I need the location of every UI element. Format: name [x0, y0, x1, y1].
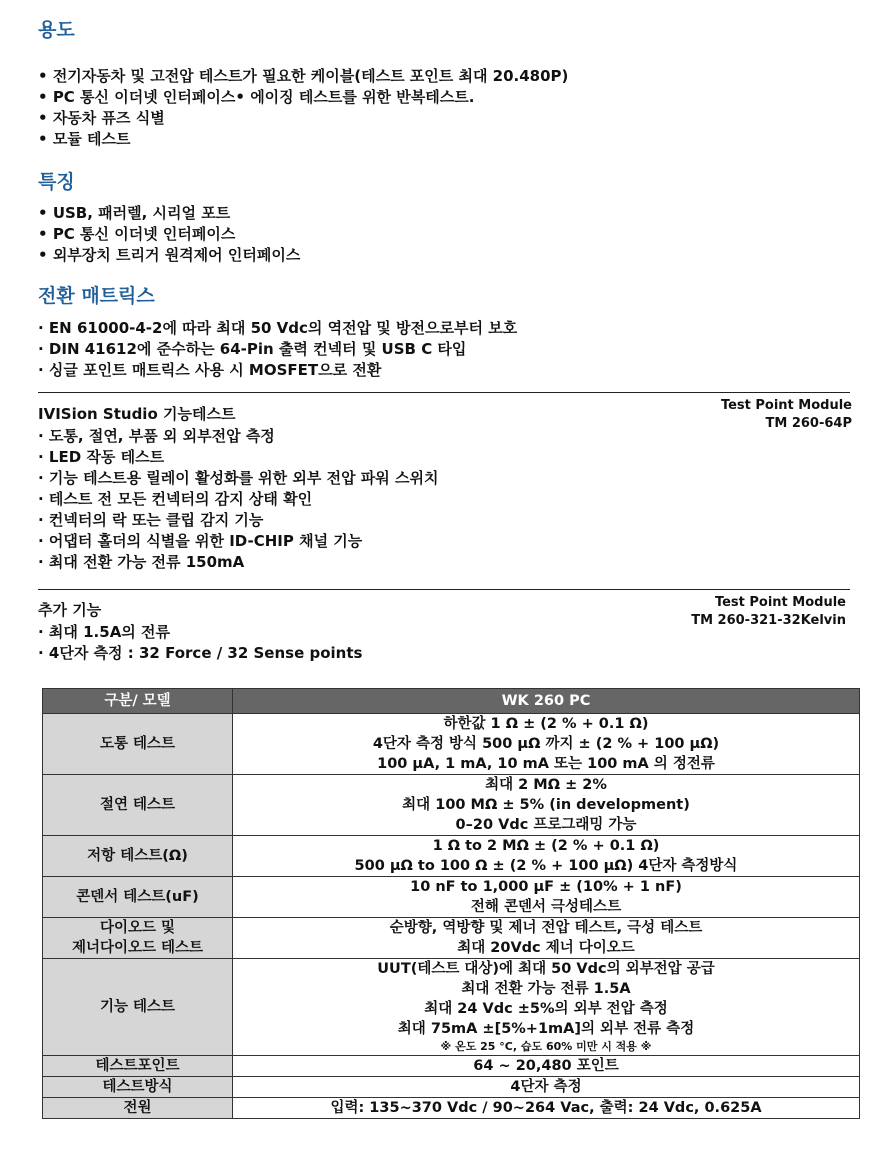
- table-row: [43, 1077, 860, 1098]
- list-item: · 도통, 절연, 부품 외 외부전압 측정: [38, 426, 438, 447]
- value-line: 최대 100 MΩ ± 5% (in development): [402, 797, 690, 813]
- label-line: 테스트포인트: [95, 1058, 180, 1074]
- value-line: 1 Ω to 2 MΩ ± (2 % + 0.1 Ω): [432, 838, 660, 854]
- value-line: 4단자 측정: [510, 1079, 582, 1095]
- value-line: 전해 콘덴서 극성테스트: [470, 899, 622, 915]
- additional-module-label: [691, 594, 846, 630]
- table-row: [43, 959, 860, 1056]
- list-item: · 테스트 전 모든 컨넥터의 감지 상태 확인: [38, 489, 438, 510]
- spec-table: [42, 688, 860, 1119]
- label-line: 제너다이오드 테스트: [71, 940, 204, 956]
- module-line: TM 260-64P: [765, 416, 852, 431]
- row-value: [233, 775, 860, 836]
- header-model: WK 260 PC: [233, 689, 860, 714]
- list-item: · LED 작동 테스트: [38, 447, 438, 468]
- list-item: · 기능 테스트용 릴레이 활성화를 위한 외부 전압 파워 스위치: [38, 468, 438, 489]
- table-row: [43, 836, 860, 877]
- ivision-title: IVISion Studio 기능테스트: [38, 405, 236, 423]
- row-value: [233, 836, 860, 877]
- value-line: 0–20 Vdc 프로그래밍 가능: [455, 817, 637, 833]
- value-line: 최대 전환 가능 전류 1.5A: [461, 981, 631, 997]
- section-divider: [38, 392, 850, 393]
- ivision-list: [38, 426, 438, 573]
- footnote: ※ 온도 25 °C, 습도 60% 미만 시 적용 ※: [440, 1040, 652, 1053]
- label-line: 절연 테스트: [99, 797, 176, 813]
- list-item: • 전기자동차 및 고전압 테스트가 필요한 케이블(테스트 포인트 최대 20.480P): [38, 66, 568, 87]
- list-item: • 모듈 테스트: [38, 129, 568, 150]
- additional-list: [38, 622, 362, 664]
- row-value: [233, 1098, 860, 1119]
- list-item: · 최대 전환 가능 전류 150mA: [38, 552, 438, 573]
- switching-heading: 전환 매트릭스: [38, 285, 155, 307]
- row-label: [43, 1077, 233, 1098]
- row-label: [43, 836, 233, 877]
- value-line: UUT(테스트 대상)에 최대 50 Vdc의 외부전압 공급: [377, 961, 715, 977]
- list-item: • USB, 패러렐, 시리얼 포트: [38, 203, 300, 224]
- list-item: · 컨넥터의 락 또는 클립 감지 기능: [38, 510, 438, 531]
- features-list: [38, 203, 300, 266]
- value-line: 입력: 135~370 Vdc / 90~264 Vac, 출력: 24 Vdc, 0.625A: [330, 1100, 762, 1116]
- value-line: 최대 75mA ±[5%+1mA]의 외부 전류 측정: [397, 1021, 695, 1037]
- list-item: • PC 통신 이더넷 인터페이스• 에이징 테스트를 위한 반복테스트.: [38, 87, 568, 108]
- module-line: Test Point Module: [714, 595, 846, 610]
- row-value: [233, 877, 860, 918]
- table-row: [43, 714, 860, 775]
- list-item: • 외부장치 트리거 원격제어 인터페이스: [38, 245, 300, 266]
- row-label: [43, 714, 233, 775]
- row-value: [233, 714, 860, 775]
- list-item: · EN 61000-4-2에 따라 최대 50 Vdc의 역전압 및 방전으로부터 보호: [38, 318, 517, 339]
- ivision-module-label: [721, 397, 852, 433]
- row-label: [43, 877, 233, 918]
- list-item: • PC 통신 이더넷 인터페이스: [38, 224, 300, 245]
- usage-heading: 용도: [38, 19, 75, 41]
- value-line: 4단자 측정 방식 500 μΩ 까지 ± (2 % + 100 μΩ): [372, 736, 720, 752]
- list-item: · 최대 1.5A의 전류: [38, 622, 362, 643]
- value-line: 500 μΩ to 100 Ω ± (2 % + 100 μΩ) 4단자 측정방식: [354, 858, 738, 874]
- table-row: [43, 1098, 860, 1119]
- row-label: [43, 1056, 233, 1077]
- list-item: · 4단자 측정 : 32 Force / 32 Sense points: [38, 643, 362, 664]
- value-line: 하한값 1 Ω ± (2 % + 0.1 Ω): [443, 716, 649, 732]
- header-category: 구분/ 모델: [43, 689, 233, 714]
- value-line: 64 ~ 20,480 포인트: [473, 1058, 619, 1074]
- label-line: 기능 테스트: [99, 999, 176, 1015]
- features-heading: 특징: [38, 171, 75, 193]
- row-label: [43, 959, 233, 1056]
- table-row: [43, 775, 860, 836]
- usage-list: [38, 66, 568, 150]
- list-item: • 자동차 퓨즈 식별: [38, 108, 568, 129]
- value-line: 순방향, 역방향 및 제너 전압 테스트, 극성 테스트: [389, 920, 703, 936]
- value-line: 최대 20Vdc 제너 다이오드: [457, 940, 635, 956]
- label-line: 테스트방식: [102, 1079, 173, 1095]
- value-line: 10 nF to 1,000 μF ± (10% + 1 nF): [410, 879, 682, 895]
- label-line: 콘덴서 테스트(uF): [76, 889, 199, 905]
- row-label: [43, 918, 233, 959]
- row-value: [233, 1056, 860, 1077]
- row-value: [233, 1077, 860, 1098]
- label-line: 저항 테스트(Ω): [87, 848, 188, 864]
- section-divider: [38, 589, 850, 590]
- label-line: 다이오드 및: [99, 920, 176, 936]
- row-label: [43, 775, 233, 836]
- value-line: 100 μA, 1 mA, 10 mA 또는 100 mA 의 정전류: [377, 756, 715, 772]
- switching-list: [38, 318, 517, 381]
- value-line: 최대 24 Vdc ±5%의 외부 전압 측정: [424, 1001, 668, 1017]
- table-header-row: [43, 689, 860, 714]
- table-row: [43, 918, 860, 959]
- additional-title: 추가 기능: [38, 601, 102, 619]
- row-value: [233, 918, 860, 959]
- label-line: 도통 테스트: [99, 736, 176, 752]
- module-line: TM 260-321-32Kelvin: [691, 613, 846, 628]
- row-value: [233, 959, 860, 1056]
- table-row: [43, 877, 860, 918]
- table-row: [43, 1056, 860, 1077]
- label-line: 전원: [123, 1100, 152, 1116]
- value-line: 최대 2 MΩ ± 2%: [485, 777, 607, 793]
- row-label: [43, 1098, 233, 1119]
- list-item: · DIN 41612에 준수하는 64-Pin 출력 컨넥터 및 USB C 타입: [38, 339, 517, 360]
- list-item: · 싱글 포인트 매트릭스 사용 시 MOSFET으로 전환: [38, 360, 517, 381]
- module-line: Test Point Module: [720, 398, 852, 413]
- list-item: · 어댑터 홀더의 식별을 위한 ID-CHIP 채널 기능: [38, 531, 438, 552]
